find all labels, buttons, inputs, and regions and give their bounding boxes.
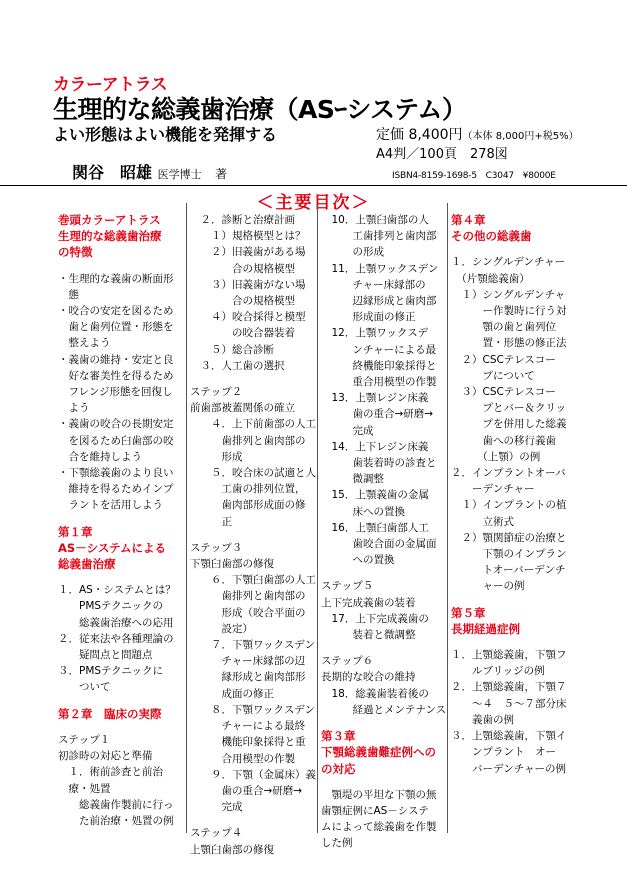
toc-line: 工歯排列と歯肉部	[321, 230, 437, 243]
toc-line: 歯への移行義歯	[451, 434, 556, 447]
toc-line: ステップ２	[190, 386, 243, 399]
toc-line: 歯肉部形成面の修	[190, 499, 306, 512]
toc-line: 合の規格模型	[190, 262, 295, 275]
toc-line: 好な審美性を得るため	[58, 369, 174, 382]
toc-line: ３．人工歯の選択	[190, 359, 285, 372]
toc-line: ・咬合の安定を図るため	[58, 305, 174, 318]
toc-line: ９．下顎（金属床）義	[190, 768, 316, 781]
toc-line: 歯装着時の診査と	[321, 457, 437, 470]
toc-line: １．シングルデンチャー	[451, 256, 566, 269]
toc-line: ムによって総義歯を作製	[321, 821, 437, 834]
toc-line: 前歯部被蓋関係の確立	[190, 402, 295, 415]
isbn: ISBN4-8159-1698-5 C3047 ¥8000E	[392, 171, 556, 181]
toc-line: 12．上顎ワックスデ	[321, 327, 429, 340]
toc-line: ステップ３	[190, 541, 243, 554]
toc-spacer	[58, 514, 186, 524]
toc-line: （上顎）の例	[451, 450, 541, 463]
toc-spacer	[451, 244, 581, 254]
toc-line: 終機能印象採得と	[321, 359, 437, 372]
toc-line: ・生理的な義歯の断面形	[58, 272, 174, 285]
toc-spacer	[58, 572, 186, 582]
toc-line: 下顎臼歯部の修復	[190, 558, 274, 571]
toc-line: 縁形成と歯肉部形	[190, 671, 306, 684]
toc-line: ２）旧義歯がある場	[190, 246, 306, 259]
toc-line: 機能印象採得と重	[190, 736, 306, 749]
toc-line: バーデンチャーの例	[451, 762, 566, 775]
toc-line: 歯咬合面の金属面	[321, 538, 437, 551]
toc-line: 歯と歯列位置・形態を	[58, 321, 174, 334]
toc-column-4	[451, 212, 581, 777]
toc-line: ３．PMSテクニックに	[58, 665, 164, 678]
toc-line: 立術式	[451, 515, 514, 528]
toc-spacer	[321, 643, 446, 653]
toc-line: ステップ６	[321, 655, 374, 668]
toc-line: 18．総義歯装着後の	[321, 687, 429, 700]
toc-line: 14．上下レジン床義	[321, 440, 429, 453]
toc-line: ～４ ５～７部分床	[451, 697, 567, 710]
toc-line: ステップ１	[58, 733, 111, 746]
toc-spacer	[451, 637, 581, 647]
toc-line: ・下顎総義歯のより良い	[58, 467, 174, 480]
toc-line: 形成	[190, 450, 243, 463]
toc-line: PMSテクニックの	[58, 600, 164, 613]
toc-spacer	[451, 595, 581, 605]
book-format: A4判／100頁 278図	[376, 147, 508, 162]
toc-line: １）シングルデンチャ	[451, 288, 566, 301]
toc-line: 維持を得るためインプ	[58, 483, 174, 496]
price-value: 定価 8,400円	[376, 127, 463, 143]
toc-line: ３．上顎総義歯，下顎イ	[451, 730, 567, 743]
toc-line: ６．下顎臼歯部の人工	[190, 574, 316, 587]
toc-chapter-heading: その他の総義歯	[451, 229, 532, 244]
toc-line: 療・処置	[58, 782, 111, 795]
toc-line: 総義歯作製前に行っ	[58, 798, 174, 811]
toc-line: 合の規格模型	[190, 295, 295, 308]
toc-line: 完成	[190, 801, 243, 814]
toc-spacer	[321, 718, 446, 728]
price-tax: （本体 8,000円+税5%）	[462, 131, 579, 142]
toc-line: ５）総合診断	[190, 343, 274, 356]
toc-line: 成面の修正	[190, 687, 274, 700]
toc-line: 合を維持しよう	[58, 450, 142, 463]
toc-chapter-heading: 第１章	[58, 524, 93, 539]
toc-line: ２．インプラントオーバ	[451, 467, 566, 480]
book-subtitle: よい形態はよい機能を発揮する	[53, 125, 278, 144]
toc-line: 13．上顎レジン床義	[321, 392, 429, 405]
toc-line: した例	[321, 837, 353, 850]
toc-line: 歯排列と歯肉部の	[190, 590, 306, 603]
toc-line: フレンジ形態を回復し	[58, 386, 173, 399]
author-role: 著	[215, 167, 228, 181]
toc-line: ャーの例	[451, 580, 525, 593]
toc-line: ルブリッジの例	[451, 665, 545, 678]
toc-line: 16．上顎臼歯部人工	[321, 521, 429, 534]
toc-line: ４．上下前歯部の人工	[190, 418, 316, 431]
toc-line: ンプラント オー	[451, 746, 556, 759]
toc-line: 上顎臼歯部の修復	[190, 843, 274, 856]
toc-line: プを併用した総義	[451, 418, 567, 431]
toc-chapter-heading: 第２章 臨床の実際	[58, 706, 162, 721]
toc-line: 歯の重合→研磨→	[190, 784, 303, 797]
toc-line: 置・形態の修正法	[451, 337, 567, 350]
toc-line: 長期的な咬合の維持	[321, 671, 416, 684]
toc-line: ２．診断と治療計画	[190, 214, 295, 226]
toc-line: ７．下顎ワックスデン	[190, 639, 315, 652]
toc-line: チャーによる最終	[190, 720, 306, 733]
toc-line: 歯の重合→研磨→	[321, 408, 434, 421]
toc-line: 歯排列と歯肉部の	[190, 434, 306, 447]
header-divider	[0, 185, 627, 186]
toc-line: プとバー＆クリッ	[451, 402, 567, 415]
toc-line: の形成	[321, 246, 384, 259]
toc-column-1	[58, 212, 186, 829]
toc-line: ステップ５	[321, 580, 374, 593]
toc-line: チャー床縁部の辺	[190, 655, 306, 668]
toc-line: 11．上顎ワックスデン	[321, 262, 439, 275]
toc-line: を図るため臼歯部の咬	[58, 434, 174, 447]
toc-chapter-heading: 第４章	[451, 213, 486, 227]
toc-line: よう	[58, 402, 90, 415]
toc-line: ２．従来法や各種理論の	[58, 632, 174, 645]
column-divider	[447, 203, 448, 833]
toc-line: 総義歯治療への応用	[58, 616, 174, 629]
toc-spacer	[321, 777, 446, 787]
toc-line: 17．上下完成義歯の	[321, 612, 429, 625]
toc-line: 下顎のインプラン	[451, 548, 567, 561]
toc-line: 装着と微調整	[321, 629, 416, 642]
toc-spacer	[190, 530, 315, 540]
toc-line: 整えよう	[58, 337, 111, 350]
toc-line: の咬合器装着	[190, 327, 295, 340]
toc-line: チャー床縁部の	[321, 278, 426, 291]
toc-line: ・義歯の維持・安定と良	[58, 353, 174, 366]
toc-line: ンチャーによる最	[321, 343, 437, 356]
toc-line: 経過とメンテナンス	[321, 703, 447, 716]
toc-line: ラントを活用しよう	[58, 499, 163, 512]
toc-line: ３）旧義歯がない場	[190, 278, 306, 291]
author-line	[72, 160, 227, 183]
toc-chapter-heading: 巻頭カラーアトラス	[58, 213, 161, 227]
toc-line: プについて	[451, 369, 535, 382]
toc-line: 15．上顎義歯の金属	[321, 489, 429, 502]
toc-spacer	[321, 568, 446, 578]
toc-line: 上下完成義歯の装着	[321, 596, 416, 609]
toc-line: １）インプラントの植	[451, 499, 567, 512]
toc-line: 顎堤の平坦な下顎の無	[321, 788, 437, 801]
toc-line: た前治療・処置の例	[58, 814, 174, 827]
toc-line: 態	[58, 288, 79, 301]
toc-line: １．術前診査と前治	[58, 766, 163, 779]
toc-chapter-heading: AS－システムによる	[58, 540, 167, 555]
toc-spacer	[190, 374, 315, 384]
toc-line: 正	[190, 515, 232, 528]
toc-chapter-heading: の特徴	[58, 245, 93, 260]
toc-chapter-heading: 第３章	[321, 729, 356, 744]
toc-line: ２）CSCテレスコー	[451, 353, 556, 366]
book-title: 生理的な総義歯治療（ASｰシステム）	[53, 95, 467, 124]
toc-column-3	[321, 212, 446, 852]
toc-line: ー作製時に行う対	[451, 305, 567, 318]
toc-line: ３）CSCテレスコー	[451, 386, 556, 399]
toc-line: １．AS・システムとは？	[58, 584, 176, 597]
toc-line: 顎の歯と歯列位	[451, 321, 556, 334]
toc-line: への置換	[321, 554, 395, 567]
toc-line: ５．咬合床の試適と人	[190, 467, 316, 480]
toc-spacer	[190, 815, 315, 825]
toc-line: 微調整	[321, 473, 384, 486]
toc-chapter-heading: 総義歯治療	[58, 557, 116, 572]
toc-line: １．上顎総義歯，下顎フ	[451, 649, 567, 662]
toc-line: 設定）	[190, 622, 253, 635]
toc-line: 歯顎症例にAS－システ	[321, 804, 429, 817]
toc-line: 工歯の排列位置，	[190, 483, 306, 496]
toc-chapter-heading: の対応	[321, 761, 356, 776]
toc-line: 形成面の修正	[321, 311, 416, 324]
toc-spacer	[58, 696, 186, 706]
toc-line: ステップ４	[190, 827, 243, 840]
toc-line: 10．上顎臼歯部の人	[321, 214, 429, 226]
column-divider	[186, 203, 187, 833]
toc-line: 疑問点と問題点	[58, 649, 153, 662]
toc-spacer	[58, 722, 186, 732]
toc-chapter-heading: 長期経過症例	[451, 621, 520, 636]
toc-line: １）規格模型とは？	[190, 230, 306, 243]
toc-line: 義歯の例	[451, 713, 514, 726]
toc-line: ４）咬合採得と模型	[190, 311, 306, 324]
toc-line: 完成	[321, 424, 374, 437]
toc-line: 合用模型の作製	[190, 752, 295, 765]
price	[376, 124, 579, 144]
toc-line: ーデンチャー	[451, 483, 535, 496]
toc-line: ・義歯の咬合の長期安定	[58, 418, 174, 431]
toc-heading: ＜主要目次＞	[256, 193, 371, 213]
author-credential: 医学博士	[157, 168, 202, 181]
author-name: 関谷 昭雄	[72, 163, 153, 182]
column-divider	[317, 203, 318, 833]
toc-line: 床への置換	[321, 505, 405, 518]
toc-line: 形成（咬合平面の	[190, 606, 306, 619]
toc-line: ２．上顎総義歯，下顎７	[451, 681, 567, 694]
series-label: カラーアトラス	[53, 75, 168, 95]
toc-chapter-heading: 下顎総義歯難症例への	[321, 745, 436, 760]
toc-line: ついて	[58, 681, 111, 694]
toc-line: 初診時の対応と準備	[58, 750, 153, 763]
toc-column-2	[190, 212, 315, 858]
toc-chapter-heading: 第５章	[451, 605, 486, 620]
toc-chapter-heading: 生理的な総義歯治療	[58, 229, 162, 244]
toc-line: トオーバーデンチ	[451, 564, 566, 577]
toc-line: 重合用模型の作製	[321, 376, 437, 389]
toc-line: 辺縁形成と歯肉部	[321, 295, 437, 308]
toc-line: ２）顎関節症の治療と	[451, 531, 567, 544]
toc-line: （片顎総義歯）	[451, 272, 530, 285]
toc-line: ８．下顎ワックスデン	[190, 703, 315, 716]
toc-spacer	[58, 261, 186, 271]
